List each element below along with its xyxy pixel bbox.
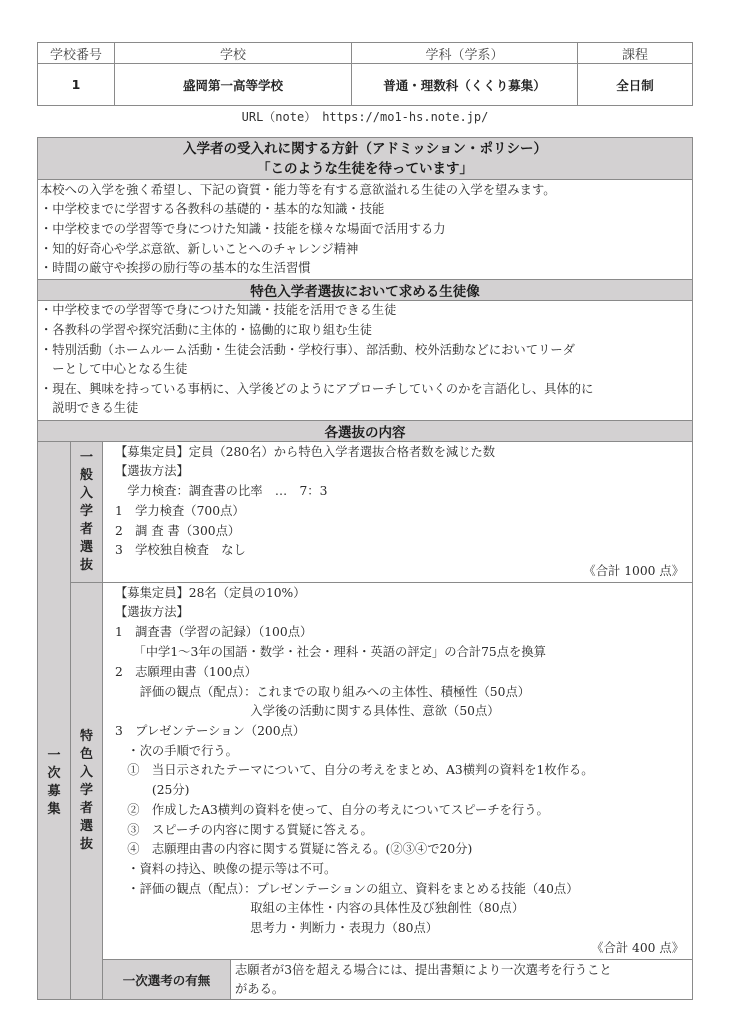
label-char: 抜 [79, 558, 93, 573]
special-line: 「中学1～3年の国語・数学・社会・理科・英語の評定」の合計75点を換算 [115, 645, 546, 659]
header-school-number: 学校番号 [37, 42, 115, 64]
header-course: 課程 [577, 42, 693, 64]
round-label-first [37, 441, 71, 1000]
round-char: 募 [47, 784, 61, 799]
admission-policy-title: 入学者の受入れに関する方針（アドミッション・ポリシー） [183, 140, 547, 157]
special-line: 取組の主体性・内容の具体性及び独創性（80点） [115, 901, 525, 915]
general-selection-label [70, 441, 103, 583]
general-total: 《合計 1000 点》 [583, 564, 684, 578]
general-line: 【募集定員】定員（280名）から特色入学者選抜合格者数を減じた数 [115, 445, 496, 459]
label-char: 特 [79, 729, 93, 744]
label-char: 選 [79, 540, 93, 555]
label-char: 抜 [79, 837, 93, 852]
special-selection-content [102, 582, 693, 960]
special-line: 【募集定員】28名（定員の10%） [115, 586, 306, 600]
admission-policy-subtitle: 「このような生徒を待っています」 [257, 160, 473, 177]
special-line: ③ スピーチの内容に関する質疑に答える。 [115, 823, 373, 837]
general-selection-content [102, 441, 693, 583]
policy-item: ・中学校までに学習する各教科の基礎的・基本的な知識・技能 [40, 202, 385, 216]
special-line: ・次の手順で行う。 [115, 744, 238, 758]
course-value: 全日制 [577, 63, 693, 106]
special-selection-label [70, 582, 103, 1000]
round-char: 次 [47, 766, 61, 781]
department-value: 普通・理数科（くくり募集） [351, 63, 578, 106]
label-char: 学 [79, 504, 93, 519]
admission-policy-intro: 本校への入学を強く希望し、下記の資質・能力等を有する意欲溢れる生徒の入学を望みます。 [40, 183, 556, 197]
admission-policy-header [37, 137, 693, 180]
profile-line: ・中学校までの学習等で身につけた知識・技能を活用できる生徒 [40, 303, 397, 317]
school-number-value: 1 [37, 63, 115, 106]
round-char: 一 [47, 748, 61, 763]
first-screening-text: がある。 [235, 982, 285, 996]
school-name-value: 盛岡第一高等学校 [114, 63, 352, 106]
profile-line: ーとして中心となる生徒 [40, 362, 188, 376]
special-line: 思考力・判断力・表現力（80点） [115, 921, 439, 935]
special-line: ① 当日示されたテーマについて、自分の考えをまとめ、A3横判の資料を1枚作る。 [115, 763, 594, 777]
round-char: 集 [47, 802, 61, 817]
general-line: 2 調 査 書（300点） [115, 524, 241, 538]
special-line: ・評価の観点（配点）：プレゼンテーションの組立、資料をまとめる技能（40点） [115, 882, 579, 896]
general-line: 学力検査：調査書の比率 … 7：3 [115, 484, 328, 498]
first-screening-text: 志願者が3倍を超える場合には、提出書類により一次選考を行うこと [235, 963, 612, 977]
profile-line: 説明できる生徒 [40, 401, 139, 415]
general-line: 1 学力検査（700点） [115, 504, 245, 518]
label-char: 者 [79, 522, 93, 537]
first-screening-value [230, 959, 693, 1000]
profile-line: ・特別活動（ホームルーム活動・生徒会活動・学校行事）、部活動、校外活動などにおいてリーダ [40, 343, 575, 357]
header-school: 学校 [114, 42, 352, 64]
label-char: 一 [79, 450, 93, 465]
special-line: 1 調査書（学習の記録）（100点） [115, 625, 313, 639]
policy-item: ・中学校までの学習等で身につけた知識・技能を様々な場面で活用する力 [40, 222, 446, 236]
label-char: 入 [79, 765, 93, 780]
special-line: ② 作成したA3横判の資料を使って、自分の考えについてスピーチを行う。 [115, 803, 549, 817]
label-char: 学 [79, 783, 93, 798]
label-char: 選 [79, 819, 93, 834]
first-screening-label: 一次選考の有無 [102, 959, 231, 1000]
policy-item: ・知的好奇心や学ぶ意欲、新しいことへのチャレンジ精神 [40, 242, 359, 256]
special-line: (25分) [115, 783, 190, 797]
special-line: 3 プレゼンテーション（200点） [115, 724, 306, 738]
general-line: 3 学校独自検査 なし [115, 543, 246, 557]
policy-item: ・時間の厳守や挨拶の励行等の基本的な生活習慣 [40, 261, 311, 275]
label-char: 者 [79, 801, 93, 816]
note-url[interactable]: URL（note） https://mo1-hs.note.jp/ [241, 110, 489, 124]
special-line: 2 志願理由書（100点） [115, 665, 257, 679]
general-line: 【選抜方法】 [115, 464, 189, 478]
profile-line: ・各教科の学習や探究活動に主体的・協働的に取り組む生徒 [40, 323, 373, 337]
label-char: 色 [79, 747, 93, 762]
label-char: 般 [79, 468, 93, 483]
header-department: 学科（学系） [351, 42, 578, 64]
special-line: ・資料の持込、映像の提示等は不可。 [115, 862, 337, 876]
special-line: 入学後の活動に関する具体性、意欲（50点） [115, 704, 500, 718]
profile-line: ・現在、興味を持っている事柄に、入学後どのようにアプローチしていくのかを言語化し、具体的に [40, 382, 594, 396]
special-total: 《合計 400 点》 [591, 941, 684, 955]
special-line: 【選抜方法】 [115, 605, 189, 619]
special-line: ④ 志願理由書の内容に関する質疑に答える。(②③④で20分) [115, 842, 473, 856]
special-line: 評価の観点（配点）：これまでの取り組みへの主体性、積極性（50点） [115, 685, 531, 699]
label-char: 入 [79, 486, 93, 501]
selection-header: 各選抜の内容 [37, 420, 693, 442]
special-profile-header: 特色入学者選抜において求める生徒像 [37, 279, 693, 301]
